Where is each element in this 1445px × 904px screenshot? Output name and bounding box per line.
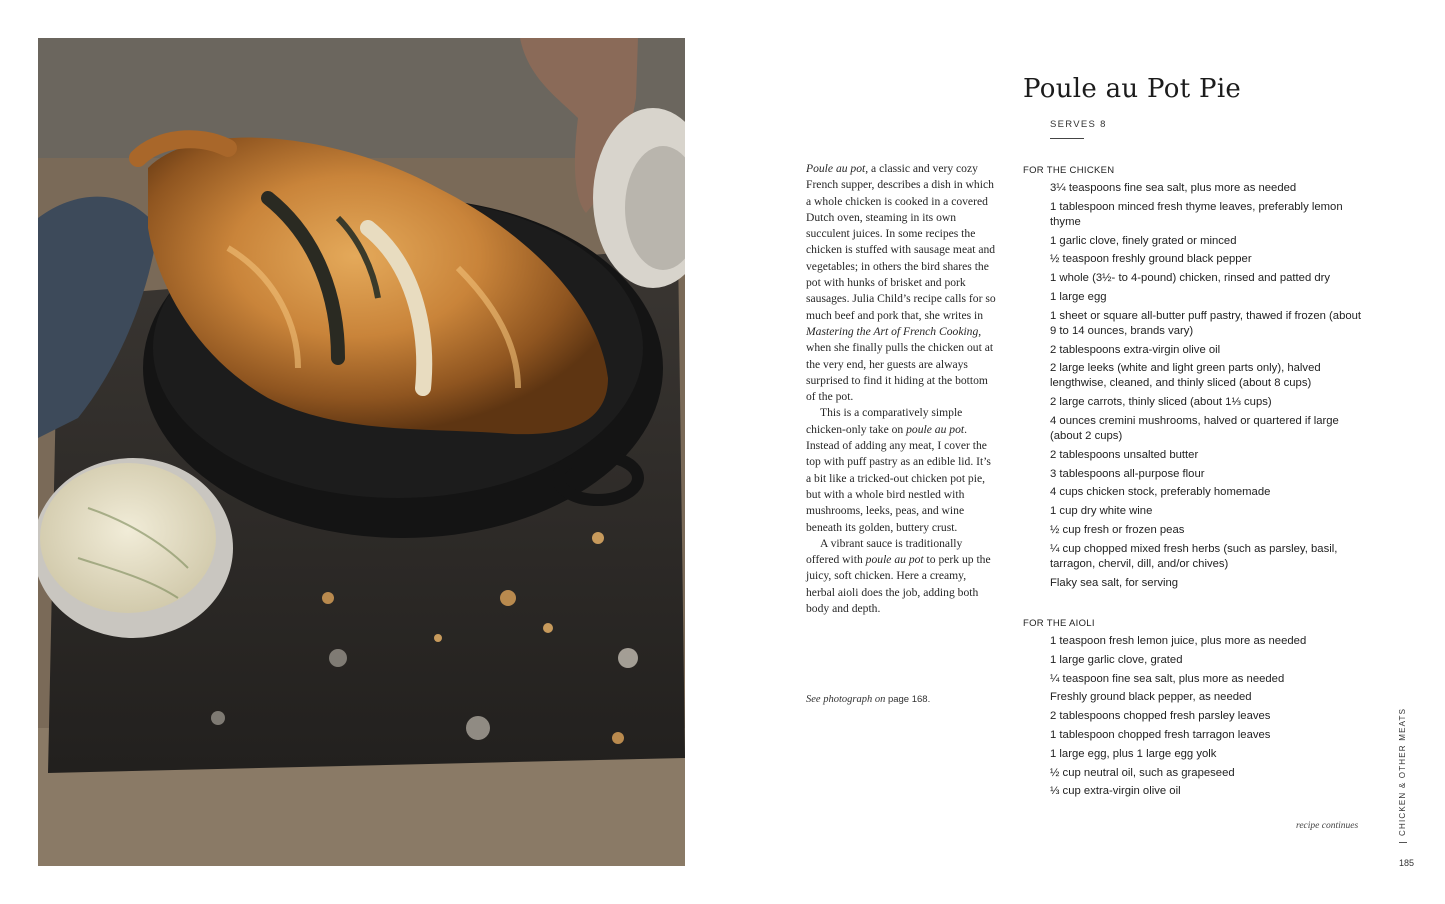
ingredient-item: 2 large carrots, thinly sliced (about 1⅓ cups) bbox=[1050, 396, 1272, 409]
ingredient-item: Freshly ground black pepper, as needed bbox=[1050, 691, 1252, 704]
intro-text: . Instead of adding any meat, I cover the top with puff pastry as an edible lid. It’s a bit like a tricked-out chicken pot pie, but with a whole bird nestled with mushrooms, leeks, peas, and wine beneath its golden, buttery crust. bbox=[806, 422, 991, 534]
running-head bbox=[1398, 707, 1412, 843]
ingredient-item: 1 garlic clove, finely grated or minced bbox=[1050, 234, 1237, 247]
ingredient-item: 3¼ teaspoons fine sea salt, plus more as needed bbox=[1050, 182, 1297, 194]
ingredient-item: ¼ cup chopped mixed fresh herbs (such as parsley, basil, tarragon, chervil, dill, and/or chives) bbox=[1050, 542, 1338, 570]
intro-text: A vibrant sauce is traditionally offered with bbox=[806, 536, 963, 567]
ingredient-item: 1 large egg, plus 1 large egg yolk bbox=[1050, 747, 1217, 760]
photo-illustration bbox=[38, 38, 685, 866]
ingredient-item: 1 teaspoon fresh lemon juice, plus more as needed bbox=[1050, 635, 1307, 647]
intro-paragraph-1 bbox=[806, 161, 996, 405]
ingredient-item: 2 tablespoons chopped fresh parsley leaves bbox=[1050, 710, 1271, 723]
intro-text: This is a comparatively simple chicken-only take on bbox=[806, 406, 963, 436]
recipe-title: Poule au Pot Pie bbox=[1023, 74, 1242, 104]
intro-paragraph-2 bbox=[806, 405, 996, 535]
serves-label: SERVES 8 bbox=[1050, 119, 1107, 130]
intro-emphasis: poule au pot bbox=[906, 422, 965, 436]
intro-text: to perk up the juicy, soft chicken. Here a creamy, herbal aioli does the job, adding both body and depth. bbox=[806, 553, 991, 616]
ingredient-item: 1 tablespoon minced fresh thyme leaves, preferably lemon thyme bbox=[1050, 200, 1343, 228]
intro-emphasis: poule au pot bbox=[865, 553, 924, 567]
recipe-continues-note: recipe continues bbox=[1296, 821, 1359, 831]
see-photograph-text: See photograph on bbox=[806, 694, 886, 705]
ingredient-item: 2 tablespoons unsalted butter bbox=[1050, 448, 1199, 461]
recipe-intro bbox=[806, 161, 996, 617]
ingredient-item: ½ cup neutral oil, such as grapeseed bbox=[1050, 766, 1235, 779]
intro-emphasis: Poule au pot bbox=[806, 162, 866, 175]
ingredient-item: 3 tablespoons all-purpose flour bbox=[1050, 467, 1205, 480]
ingredient-item: 1 large garlic clove, grated bbox=[1050, 653, 1183, 666]
running-head-text: CHICKEN & OTHER MEATS bbox=[1398, 707, 1407, 836]
ingredient-item: 1 large egg bbox=[1050, 290, 1107, 303]
ingredient-item: 1 whole (3½- to 4-pound) chicken, rinsed and patted dry bbox=[1050, 272, 1331, 285]
recipe-photograph bbox=[38, 38, 685, 866]
running-head-divider bbox=[1399, 842, 1407, 843]
ingredient-item: ½ teaspoon freshly ground black pepper bbox=[1050, 253, 1252, 266]
see-photograph-page-link[interactable]: page 168. bbox=[887, 694, 931, 705]
intro-paragraph-3 bbox=[806, 536, 996, 617]
ingredient-item: 4 cups chicken stock, preferably homemade bbox=[1050, 486, 1271, 499]
ingredient-item: 1 sheet or square all-butter puff pastry, thawed if frozen (about 9 to 14 ounces, brands vary) bbox=[1050, 309, 1362, 337]
page-number: 185 bbox=[1399, 858, 1415, 868]
serves-rule bbox=[1050, 138, 1084, 139]
ingredient-item: 2 tablespoons extra-virgin olive oil bbox=[1050, 343, 1221, 356]
intro-text: , when she finally pulls the chicken out at the very end, her guests are always surprised to find it hiding at the bottom of the pot. bbox=[806, 324, 994, 404]
ingredient-item: 2 large leeks (white and light green parts only), halved lengthwise, cleaned, and thinly sliced (about 8 cups) bbox=[1050, 362, 1321, 390]
ingredient-item: ½ cup fresh or frozen peas bbox=[1050, 523, 1185, 536]
chicken-ingredient-list bbox=[1050, 181, 1370, 594]
chicken-section-heading: FOR THE CHICKEN bbox=[1023, 165, 1115, 176]
aioli-ingredient-list bbox=[1050, 634, 1370, 803]
ingredient-item: 1 tablespoon chopped fresh tarragon leaves bbox=[1050, 728, 1271, 741]
ingredient-item: 1 cup dry white wine bbox=[1050, 505, 1153, 518]
ingredient-item: 4 ounces cremini mushrooms, halved or quartered if large (about 2 cups) bbox=[1050, 414, 1339, 442]
ingredient-item: Flaky sea salt, for serving bbox=[1050, 576, 1179, 589]
intro-emphasis: Mastering the Art of French Cooking bbox=[806, 324, 979, 338]
aioli-section-heading: FOR THE AIOLI bbox=[1023, 618, 1095, 629]
see-photograph-note bbox=[806, 694, 930, 705]
ingredient-item: ¼ teaspoon fine sea salt, plus more as needed bbox=[1050, 672, 1285, 685]
ingredient-item: ⅓ cup extra-virgin olive oil bbox=[1050, 785, 1181, 798]
intro-text: , a classic and very cozy French supper, describes a dish in which a whole chicken is cooked in a covered Dutch oven, steaming in its own succulent juices. In some recipes the chicken is stuffed with sausage meat and vegetables; in others the bird shares the pot with hunks of brisket and pork sausages. Julia Child’s recipe calls for so much beef and pork that, she writes in bbox=[806, 162, 996, 322]
